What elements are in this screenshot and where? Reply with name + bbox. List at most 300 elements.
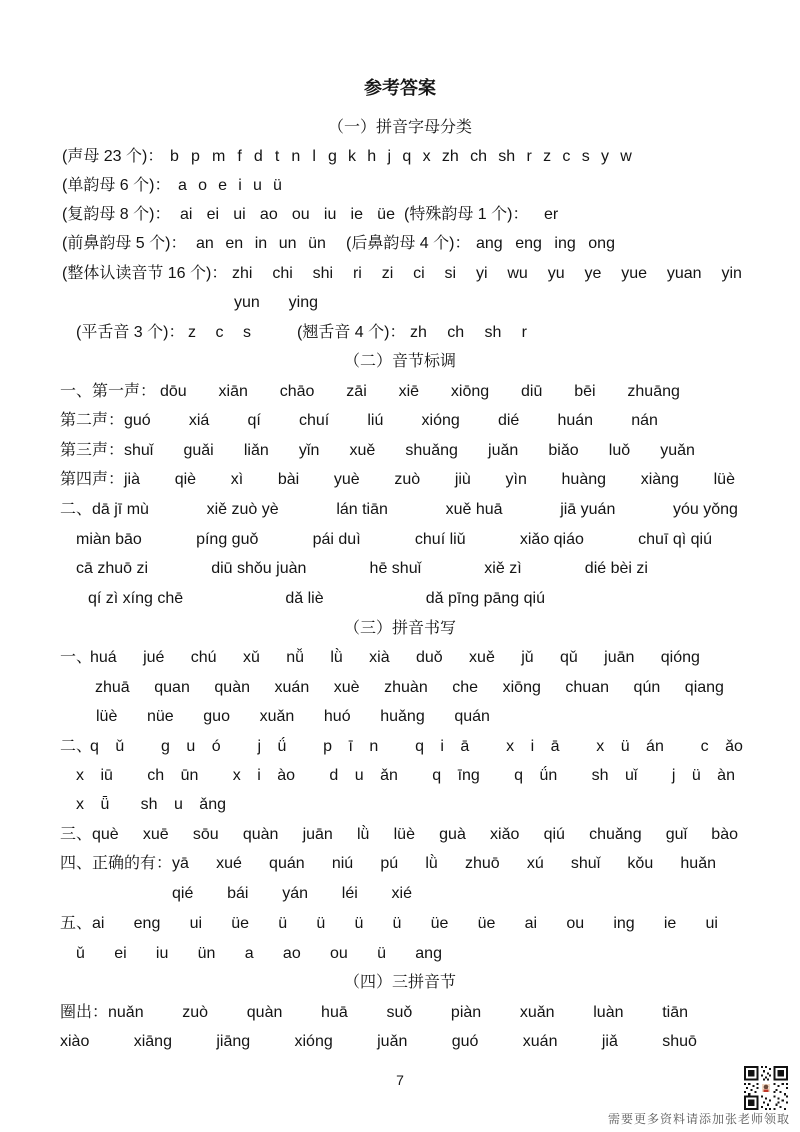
- pinyin-token: duǒ: [415, 649, 443, 666]
- spelled-syllable: x i ào: [232, 767, 296, 784]
- writing-part-1-row-3: [96, 706, 490, 728]
- initial: p: [190, 148, 200, 165]
- footer-note: 需要更多资料请添加张老师领取: [607, 1112, 790, 1126]
- pinyin-token: chú: [190, 649, 217, 666]
- syllable: chi: [272, 265, 293, 282]
- words-row-4: [88, 588, 545, 610]
- pinyin-token: guó: [124, 412, 151, 429]
- spelled-syllable: x ǖ: [76, 796, 110, 813]
- section-1-heading: （一）拼音字母分类: [327, 119, 472, 136]
- pinyin-token: shuō: [662, 1033, 697, 1050]
- pinyin-token: niú: [331, 855, 354, 872]
- section-3-heading: （三）拼音书写: [343, 620, 456, 637]
- pinyin-token: xiá: [188, 412, 210, 429]
- syllable: ri: [352, 265, 362, 282]
- tone-3-list: [124, 440, 695, 462]
- pinyin-token: ao: [282, 945, 301, 962]
- initial: c: [562, 148, 571, 165]
- final: ei: [206, 206, 220, 223]
- syllable: si: [444, 265, 457, 282]
- writing-part-2-row-2: [76, 765, 735, 787]
- pinyin-token: yuǎn: [660, 442, 695, 459]
- qr-avatar-icon: [761, 1083, 771, 1093]
- pinyin-word: xiě zuò yè: [206, 501, 279, 518]
- line-spelling-1: [0, 736, 800, 758]
- pinyin-token: che: [452, 679, 479, 696]
- front-nasal-label: (前鼻韵母 5 个)：: [62, 235, 187, 252]
- pinyin-token: lǜ: [330, 649, 343, 666]
- pinyin-token: què: [92, 826, 119, 843]
- simple-finals-list: [178, 175, 282, 197]
- tone-1-label: 一、第一声：: [60, 383, 157, 400]
- initial: r: [526, 148, 532, 165]
- initial: sh: [484, 324, 502, 341]
- line-spelling-2: [0, 765, 800, 787]
- line-whole-syllables-2: [0, 292, 800, 314]
- line-whole-syllables: [0, 263, 800, 285]
- pinyin-token: qié: [172, 885, 194, 902]
- pinyin-token: üe: [430, 915, 449, 932]
- pinyin-token: ang: [415, 945, 442, 962]
- syllable: yun: [234, 294, 260, 311]
- pinyin-token: xiǎo: [490, 826, 520, 843]
- line-simple-finals: [0, 175, 800, 197]
- pinyin-token: xióng: [294, 1033, 333, 1050]
- initial: sh: [498, 148, 516, 165]
- special-final-list: [544, 204, 564, 226]
- initial: m: [211, 148, 226, 165]
- pinyin-token: luàn: [593, 1004, 624, 1021]
- pinyin-token: üe: [231, 915, 250, 932]
- words-label: 二、: [60, 501, 93, 518]
- pinyin-token: yā: [172, 855, 189, 872]
- spelled-syllable: q ǔ: [90, 738, 125, 755]
- pinyin-token: diū: [520, 383, 543, 400]
- writing-part-4-label: 四、正确的有：: [60, 855, 173, 872]
- words-row-2: [76, 529, 712, 551]
- pinyin-token: zhuàn: [384, 679, 428, 696]
- pinyin-token: ui: [189, 915, 203, 932]
- page-title: 参考答案: [364, 78, 436, 98]
- final: e: [218, 177, 228, 194]
- initial: z: [188, 324, 196, 341]
- pinyin-token: nuǎn: [108, 1004, 144, 1021]
- line-circle-1: [0, 1002, 800, 1024]
- pinyin-token: huó: [323, 708, 351, 725]
- pinyin-token: xuán: [522, 1033, 558, 1050]
- pinyin-token: xuē: [142, 826, 169, 843]
- pinyin-token: xuán: [274, 679, 310, 696]
- pinyin-token: quàn: [246, 1004, 283, 1021]
- spelled-syllable: g u ó: [161, 738, 221, 755]
- final: un: [278, 235, 297, 252]
- writing-part-2-label: 二、: [60, 738, 93, 755]
- initial: g: [328, 148, 337, 165]
- pinyin-word: xiǎo qiáo: [519, 531, 584, 548]
- spelled-syllable: j ü àn: [671, 767, 735, 784]
- pinyin-word: lán tiān: [336, 501, 388, 518]
- pinyin-token: léi: [341, 885, 358, 902]
- pinyin-token: juān: [604, 649, 635, 666]
- final: u: [252, 177, 262, 194]
- pinyin-token: liǎn: [243, 442, 269, 459]
- pinyin-token: chuǎng: [589, 826, 642, 843]
- flat-tongue-list: [188, 322, 251, 344]
- pinyin-token: luǒ: [608, 442, 631, 459]
- spelled-syllable: x iū: [76, 767, 113, 784]
- pinyin-token: chāo: [279, 383, 315, 400]
- compound-finals-list: [180, 204, 395, 226]
- pinyin-token: zuò: [182, 1004, 209, 1021]
- pinyin-token: ou: [566, 915, 585, 932]
- pinyin-token: yǐn: [298, 442, 320, 459]
- pinyin-token: ü: [354, 915, 364, 932]
- pinyin-word: yóu yǒng: [673, 501, 738, 518]
- initial: q: [402, 148, 412, 165]
- whole-syllables-list: [232, 263, 742, 285]
- final: ing: [554, 235, 576, 252]
- tone-4-list: [124, 469, 735, 491]
- final: ang: [476, 235, 503, 252]
- writing-part-1-row-1: [90, 647, 700, 669]
- final: eng: [515, 235, 542, 252]
- syllable: ci: [413, 265, 425, 282]
- pinyin-token: nǚ: [286, 649, 304, 666]
- line-writing-part-4-2: [0, 883, 800, 905]
- initial: y: [600, 148, 609, 165]
- line-compound-finals: [0, 204, 800, 226]
- line-writing-part-4: [0, 853, 800, 875]
- pinyin-token: bào: [711, 826, 738, 843]
- initial: zh: [441, 148, 459, 165]
- line-writing-3: [0, 706, 800, 728]
- spelled-syllable: q īng: [432, 767, 480, 784]
- pinyin-token: quan: [154, 679, 190, 696]
- pinyin-token: xiōng: [450, 383, 490, 400]
- pinyin-token: eng: [133, 915, 161, 932]
- spelled-syllable: sh uǐ: [591, 767, 638, 784]
- whole-syllables-list-2: [234, 292, 318, 314]
- spelled-syllable: x i ā: [506, 738, 560, 755]
- pinyin-word: xuě huā: [445, 501, 503, 518]
- pinyin-token: a: [244, 945, 254, 962]
- spelled-syllable: p ī n: [323, 738, 379, 755]
- line-writing-1: [0, 647, 800, 669]
- pinyin-token: xuě: [349, 442, 376, 459]
- line-tone-4: [0, 469, 800, 491]
- final: ou: [291, 206, 310, 223]
- pinyin-token: ui: [705, 915, 718, 932]
- pinyin-word: xiě zì: [484, 560, 522, 577]
- pinyin-token: xiē: [398, 383, 420, 400]
- circle-row-1: [108, 1002, 688, 1024]
- final: a: [178, 177, 187, 194]
- initials-group-2: [348, 146, 632, 168]
- pinyin-token: quàn: [242, 826, 279, 843]
- pinyin-token: lüè: [393, 826, 415, 843]
- pinyin-token: liú: [367, 412, 384, 429]
- circle-row-2: [60, 1031, 697, 1053]
- pinyin-token: xú: [526, 855, 544, 872]
- pinyin-token: lǜ: [357, 826, 370, 843]
- pinyin-token: ai: [92, 915, 105, 932]
- pinyin-token: guà: [439, 826, 466, 843]
- line-nasal-finals: [0, 233, 800, 255]
- pinyin-token: bái: [227, 885, 249, 902]
- final: ong: [588, 235, 615, 252]
- pinyin-token: guo: [203, 708, 230, 725]
- pinyin-token: yuè: [333, 471, 360, 488]
- circle-label: 圈出：: [60, 1004, 109, 1021]
- spelled-syllable: ch ūn: [147, 767, 199, 784]
- pinyin-token: ün: [197, 945, 216, 962]
- initial: n: [291, 148, 301, 165]
- pinyin-token: qiú: [543, 826, 565, 843]
- pinyin-token: quán: [454, 708, 490, 725]
- pinyin-token: shuǎng: [405, 442, 458, 459]
- final: ui: [233, 206, 246, 223]
- final: ai: [180, 206, 193, 223]
- pinyin-token: jǔ: [521, 649, 534, 666]
- final: in: [254, 235, 268, 252]
- syllable: yu: [547, 265, 565, 282]
- pinyin-word: dié bèi zi: [584, 560, 648, 577]
- tone-4-label: 第四声：: [60, 471, 125, 488]
- initial: h: [367, 148, 377, 165]
- pinyin-token: ü: [316, 915, 326, 932]
- pinyin-token: ü: [278, 915, 288, 932]
- pinyin-token: lüè: [96, 708, 118, 725]
- final: er: [544, 206, 559, 223]
- initial: b: [170, 148, 179, 165]
- writing-part-3-label: 三、: [60, 826, 93, 843]
- pinyin-token: ou: [330, 945, 348, 962]
- pinyin-token: qí: [247, 412, 261, 429]
- pinyin-token: xiàng: [640, 471, 679, 488]
- line-writing-part-3: [0, 824, 800, 846]
- pinyin-token: ü: [392, 915, 402, 932]
- pinyin-token: qióng: [660, 649, 700, 666]
- pinyin-token: xǔ: [242, 649, 260, 666]
- pinyin-token: xióng: [421, 412, 460, 429]
- final: ao: [259, 206, 278, 223]
- syllable: wu: [507, 265, 528, 282]
- writing-part-2-row-3: [76, 794, 226, 816]
- simple-finals-label: (单韵母 6 个)：: [62, 177, 171, 194]
- pinyin-token: jià: [124, 471, 141, 488]
- initials-label: (声母 23 个)：: [62, 148, 164, 165]
- pinyin-token: ü: [377, 945, 386, 962]
- pinyin-token: nüe: [146, 708, 174, 725]
- pinyin-token: ie: [663, 915, 677, 932]
- tone-2-list: [124, 410, 658, 432]
- pinyin-token: piàn: [450, 1004, 482, 1021]
- syllable: yuan: [666, 265, 702, 282]
- spelled-syllable: sh u ǎng: [140, 796, 226, 813]
- line-tone-3: [0, 440, 800, 462]
- line-tone-2: [0, 410, 800, 432]
- final: i: [238, 177, 242, 194]
- pinyin-token: quán: [269, 855, 305, 872]
- words-row-3: [76, 558, 648, 580]
- initial: r: [521, 324, 527, 341]
- pinyin-word: pái duì: [312, 531, 361, 548]
- pinyin-token: xià: [369, 649, 390, 666]
- writing-part-5-row-1: [92, 913, 718, 935]
- pinyin-word: dǎ liè: [285, 590, 324, 607]
- pinyin-token: zhuāng: [627, 383, 680, 400]
- pinyin-token: xiào: [60, 1033, 90, 1050]
- words-row-1: [92, 499, 738, 521]
- line-spelling-3: [0, 794, 800, 816]
- section-4-heading: （四）三拼音节: [343, 974, 456, 991]
- pinyin-token: zhuā: [95, 679, 130, 696]
- syllable: zhi: [232, 265, 253, 282]
- initial: ch: [470, 148, 487, 165]
- syllable: zi: [381, 265, 394, 282]
- writing-part-5-label: 五、: [60, 915, 93, 932]
- initial: d: [253, 148, 263, 165]
- pinyin-word: dǎ pīng pāng qiú: [425, 590, 545, 607]
- writing-part-1-label: 一、: [60, 649, 93, 666]
- pinyin-token: bēi: [574, 383, 596, 400]
- pinyin-token: chuí: [298, 412, 330, 429]
- pinyin-token: huǎn: [680, 855, 716, 872]
- pinyin-token: jiāng: [216, 1033, 251, 1050]
- pinyin-token: qǔ: [560, 649, 578, 666]
- pinyin-token: bài: [277, 471, 300, 488]
- syllable: ye: [584, 265, 602, 282]
- pinyin-word: qí zì xíng chē: [88, 590, 184, 607]
- initial: zh: [410, 324, 427, 341]
- pinyin-token: pú: [380, 855, 399, 872]
- pinyin-token: qiang: [684, 679, 724, 696]
- final: o: [198, 177, 207, 194]
- pinyin-token: quàn: [214, 679, 250, 696]
- pinyin-token: guǐ: [665, 826, 688, 843]
- line-writing-part-5: [0, 913, 800, 935]
- pinyin-token: sōu: [192, 826, 219, 843]
- pinyin-token: jiù: [454, 471, 471, 488]
- pinyin-word: hē shuǐ: [369, 560, 422, 577]
- line-words-1: [0, 499, 800, 521]
- initial: ch: [447, 324, 465, 341]
- final: en: [225, 235, 244, 252]
- pinyin-token: huā: [321, 1004, 348, 1021]
- pinyin-token: xiān: [218, 383, 248, 400]
- pinyin-word: dā jī mù: [92, 501, 149, 518]
- line-tongue-sounds: [0, 322, 800, 344]
- final: ie: [350, 206, 363, 223]
- pinyin-token: jué: [143, 649, 165, 666]
- writing-part-5-row-2: [76, 943, 442, 965]
- final: ün: [308, 235, 326, 252]
- pinyin-token: xié: [391, 885, 412, 902]
- pinyin-token: shuǐ: [124, 442, 154, 459]
- line-words-3: [0, 558, 800, 580]
- compound-finals-label: (复韵母 8 个)：: [62, 206, 171, 223]
- initial: t: [274, 148, 280, 165]
- pinyin-token: huàng: [561, 471, 607, 488]
- initial: c: [215, 324, 224, 341]
- pinyin-token: zuò: [394, 471, 421, 488]
- pinyin-token: xuǎn: [259, 708, 295, 725]
- final: üe: [377, 206, 395, 223]
- line-circle-2: [0, 1031, 800, 1053]
- pinyin-word: jiā yuán: [560, 501, 616, 518]
- pinyin-token: yán: [282, 885, 309, 902]
- pinyin-token: tiān: [662, 1004, 688, 1021]
- initial: w: [620, 148, 632, 165]
- pinyin-token: üe: [477, 915, 496, 932]
- spelled-syllable: c ǎo: [700, 738, 743, 755]
- line-writing-part-5-2: [0, 943, 800, 965]
- line-tone-1: [0, 381, 800, 403]
- initials-group-1: [170, 146, 337, 168]
- syllable: shi: [312, 265, 334, 282]
- pinyin-word: píng guǒ: [196, 531, 259, 548]
- pinyin-token: biǎo: [548, 442, 579, 459]
- syllable: yue: [621, 265, 648, 282]
- flat-tongue-label: (平舌音 3 个)：: [76, 324, 185, 341]
- qr-code-icon: [744, 1066, 788, 1110]
- final: iu: [323, 206, 337, 223]
- pinyin-word: diū shǒu juàn: [211, 560, 307, 577]
- pinyin-word: chuí liǔ: [414, 531, 466, 548]
- pinyin-token: juǎn: [488, 442, 519, 459]
- pinyin-token: xì: [230, 471, 244, 488]
- syllable: ying: [288, 294, 318, 311]
- retroflex-label: (翘舌音 4 个)：: [297, 324, 406, 341]
- pinyin-token: xuě: [469, 649, 495, 666]
- pinyin-token: dié: [497, 412, 520, 429]
- final: ü: [273, 177, 282, 194]
- line-initials: [0, 146, 800, 168]
- page-number: 7: [396, 1072, 404, 1088]
- whole-syllables-label: (整体认读音节 16 个)：: [62, 265, 228, 282]
- writing-part-1-row-2: [95, 677, 724, 699]
- spelled-syllable: q i ā: [415, 738, 470, 755]
- line-words-4: [0, 588, 800, 610]
- spelled-syllable: j ǘ: [257, 738, 287, 755]
- final: an: [196, 235, 214, 252]
- spelled-syllable: d u ǎn: [329, 767, 398, 784]
- pinyin-word: chuī qì qiú: [638, 531, 712, 548]
- pinyin-token: iu: [155, 945, 169, 962]
- pinyin-token: ing: [613, 915, 635, 932]
- pinyin-token: lüè: [713, 471, 735, 488]
- syllable: yi: [475, 265, 488, 282]
- pinyin-token: zhuō: [464, 855, 500, 872]
- pinyin-token: huá: [90, 649, 117, 666]
- pinyin-token: jiǎ: [601, 1033, 618, 1050]
- pinyin-token: xiōng: [502, 679, 541, 696]
- pinyin-token: ei: [114, 945, 127, 962]
- pinyin-token: guǎi: [183, 442, 214, 459]
- pinyin-token: guó: [451, 1033, 479, 1050]
- pinyin-word: cā zhuō zi: [76, 560, 149, 577]
- pinyin-token: qiè: [174, 471, 197, 488]
- writing-part-3-list: [92, 824, 738, 846]
- pinyin-token: juǎn: [377, 1033, 408, 1050]
- initial: j: [387, 148, 392, 165]
- pinyin-token: shuǐ: [570, 855, 601, 872]
- tone-3-label: 第三声：: [60, 442, 125, 459]
- spelled-syllable: q ǘn: [514, 767, 558, 784]
- initial: z: [543, 148, 552, 165]
- pinyin-token: huán: [557, 412, 594, 429]
- pinyin-token: xuǎn: [519, 1004, 555, 1021]
